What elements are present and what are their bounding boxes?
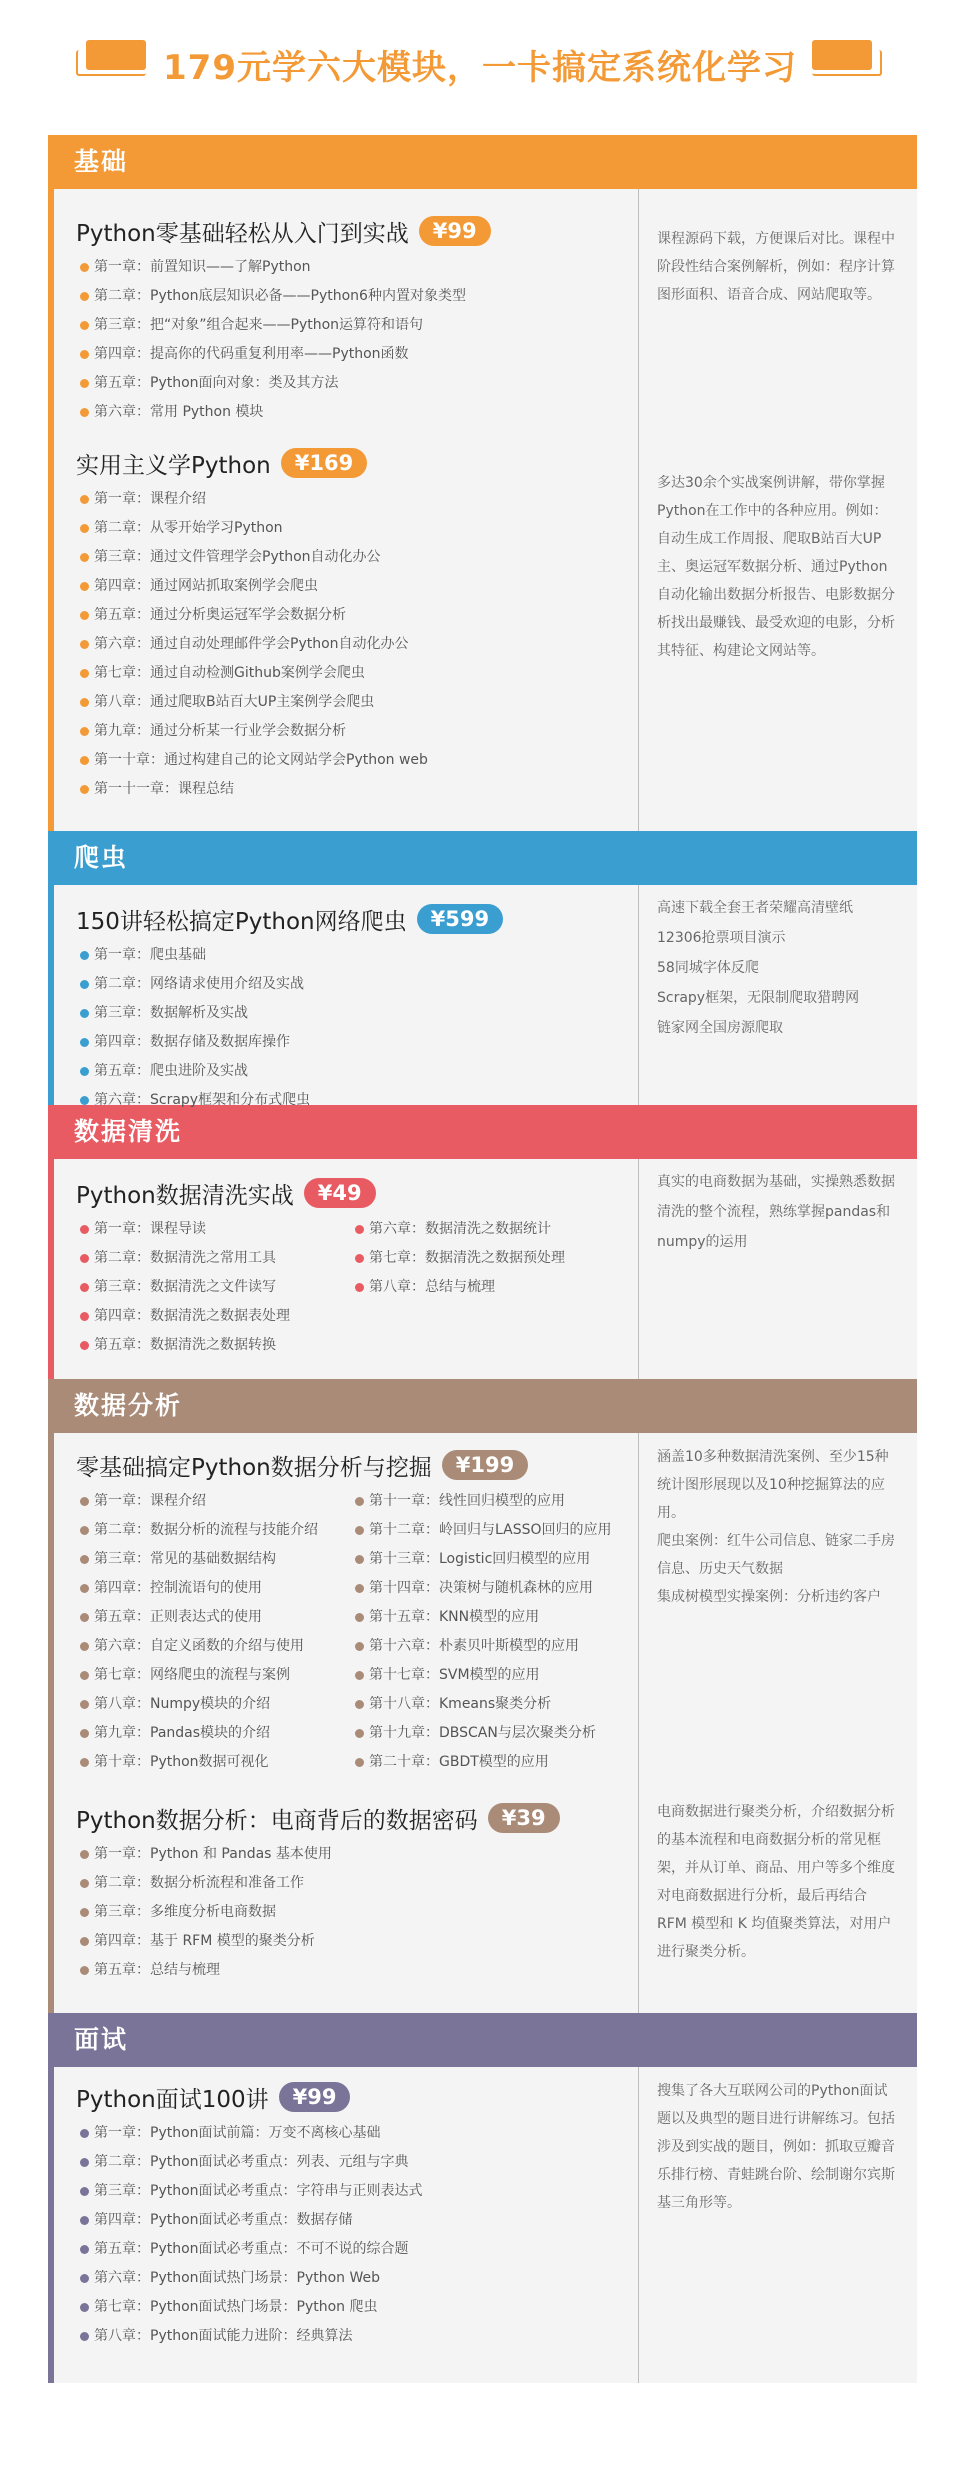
chapter-item: 第二章：数据分析流程和准备工作	[76, 1869, 638, 1898]
chapter-item: 第七章：Python面试热门场景：Python 爬虫	[76, 2293, 638, 2322]
course-card[interactable]	[76, 1175, 638, 1360]
course-card[interactable]	[76, 1800, 638, 1985]
course-title: Python数据分析：电商背后的数据密码	[76, 1807, 478, 1834]
course-card[interactable]	[76, 2079, 638, 2351]
course-title: Python面试100讲	[76, 2086, 269, 2113]
price-badge: ¥199	[442, 1450, 528, 1480]
chapter-item: 第五章：爬虫进阶及实战	[76, 1057, 638, 1086]
chapter-item: 第三章：数据清洗之文件读写	[76, 1273, 351, 1302]
chapter-item: 第五章：总结与梳理	[76, 1956, 638, 1985]
chapter-item: 第一章：课程介绍	[76, 1487, 351, 1516]
chapter-item: 第十二章：岭回归与LASSO回归的应用	[351, 1516, 626, 1545]
price-badge: ¥169	[281, 448, 367, 478]
chapter-item: 第六章：数据清洗之数据统计	[351, 1215, 626, 1244]
chapter-item: 第八章：Python面试能力进阶：经典算法	[76, 2322, 638, 2351]
price-badge: ¥599	[417, 904, 503, 934]
page-title: 179元学六大模块，一卡搞定系统化学习	[163, 48, 797, 88]
chapter-item: 第八章：通过爬取B站百大UP主案例学会爬虫	[76, 688, 638, 717]
chapter-item: 第十九章：DBSCAN与层次聚类分析	[351, 1719, 626, 1748]
chapter-item: 第四章：通过网站抓取案例学会爬虫	[76, 572, 638, 601]
chapter-item: 第六章：通过自动处理邮件学会Python自动化办公	[76, 630, 638, 659]
chapter-item: 第二章：数据分析的流程与技能介绍	[76, 1516, 351, 1545]
section-data-analysis	[48, 1379, 917, 2013]
price-badge: ¥99	[279, 2082, 351, 2112]
chapter-item: 第一章：Python面试前篇：万变不离核心基础	[76, 2119, 638, 2148]
chapter-item: 第一章：课程介绍	[76, 485, 638, 514]
course-card[interactable]	[76, 1447, 638, 1800]
chapter-item: 第二章：Python面试必考重点：列表、元组与字典	[76, 2148, 638, 2177]
price-badge: ¥39	[488, 1803, 560, 1833]
section-title: 面试	[48, 2013, 917, 2067]
section-title: 数据清洗	[48, 1105, 917, 1159]
section-data-cleaning	[48, 1105, 917, 1379]
chapter-item: 第六章：常用 Python 模块	[76, 398, 638, 427]
chapter-item: 第十六章：朴素贝叶斯模型的应用	[351, 1632, 626, 1661]
chapter-item: 第十一章：线性回归模型的应用	[351, 1487, 626, 1516]
chapter-item: 第七章：通过自动检测Github案例学会爬虫	[76, 659, 638, 688]
course-card[interactable]	[76, 213, 638, 445]
course-card[interactable]	[76, 445, 638, 831]
chapter-item: 第三章：多维度分析电商数据	[76, 1898, 638, 1927]
chapter-item: 第五章：通过分析奥运冠军学会数据分析	[76, 601, 638, 630]
price-badge: ¥49	[304, 1178, 376, 1208]
price-badge: ¥99	[419, 216, 491, 246]
chapter-item: 第十八章：Kmeans聚类分析	[351, 1690, 626, 1719]
chapter-item: 第三章：Python面试必考重点：字符串与正则表达式	[76, 2177, 638, 2206]
chapter-item: 第六章：自定义函数的介绍与使用	[76, 1632, 351, 1661]
course-title: 150讲轻松搞定Python网络爬虫	[76, 908, 407, 935]
course-title: 零基础搞定Python数据分析与挖掘	[76, 1454, 432, 1481]
chapter-item: 第三章：数据解析及实战	[76, 999, 638, 1028]
course-description: 多达30余个实战案例讲解，带你掌握Python在工作中的各种应用。例如：自动生成工作周报、爬取B站百大UP主、奥运冠军数据分析、通过Python自动化输出数据分析报告、电影数据分析找出最赚钱、最受欢迎的电影，分析其特征、构建论文网站等。	[657, 475, 895, 659]
chapter-item: 第三章：通过文件管理学会Python自动化办公	[76, 543, 638, 572]
chapter-item: 第十五章：KNN模型的应用	[351, 1603, 626, 1632]
chapter-item: 第五章：Python面试必考重点：不可不说的综合题	[76, 2235, 638, 2264]
section-title: 数据分析	[48, 1379, 917, 1433]
chapter-item: 第十七章：SVM模型的应用	[351, 1661, 626, 1690]
course-description: 真实的电商数据为基础，实操熟悉数据清洗的整个流程，熟练掌握pandas和numpy的运用	[657, 1174, 895, 1250]
chapter-item: 第三章：常见的基础数据结构	[76, 1545, 351, 1574]
chapter-item: 第四章：控制流语句的使用	[76, 1574, 351, 1603]
course-description: 电商数据进行聚类分析，介绍数据分析的基本流程和电商数据分析的常见框架，并从订单、商品、用户等多个维度对电商数据进行分析，最后再结合 RFM 模型和 K 均值聚类算法，对用户进行聚类分析。	[657, 1804, 895, 1960]
chapter-item: 第一十章：通过构建自己的论文网站学会Python web	[76, 746, 638, 775]
chapter-item: 第四章：基于 RFM 模型的聚类分析	[76, 1927, 638, 1956]
chapter-item: 第四章：提高你的代码重复利用率——Python函数	[76, 340, 638, 369]
course-title: Python零基础轻松从入门到实战	[76, 220, 409, 247]
chapter-item: 第三章：把“对象”组合起来——Python运算符和语句	[76, 311, 638, 340]
section-title: 爬虫	[48, 831, 917, 885]
course-description: 课程源码下载，方便课后对比。课程中阶段性结合案例解析，例如：程序计算图形面积、语音合成、网站爬取等。	[657, 231, 895, 303]
course-description: 高速下载全套王者荣耀高清壁纸 12306抢票项目演示 58同城字体反爬 Scrapy框架，无限制爬取猎聘网 链家网全国房源爬取	[657, 900, 860, 1036]
chapter-item: 第一章：课程导读	[76, 1215, 351, 1244]
chapter-item: 第十四章：决策树与随机森林的应用	[351, 1574, 626, 1603]
chapter-item: 第八章：总结与梳理	[351, 1273, 626, 1302]
chapter-item: 第五章：Python面向对象：类及其方法	[76, 369, 638, 398]
chapter-item: 第七章：数据清洗之数据预处理	[351, 1244, 626, 1273]
chapter-item: 第七章：网络爬虫的流程与案例	[76, 1661, 351, 1690]
course-description: 涵盖10多种数据清洗案例、至少15种统计图形展现以及10种挖掘算法的应用。 爬虫案例：红牛公司信息、链家二手房信息、历史天气数据 集成树模型实操案例：分析违约客户	[657, 1449, 895, 1605]
chapter-item: 第二章：数据清洗之常用工具	[76, 1244, 351, 1273]
section-interview	[48, 2013, 917, 2383]
course-description: 搜集了各大互联网公司的Python面试题以及典型的题目进行讲解练习。包括涉及到实战的题目，例如：抓取豆瓣音乐排行榜、青蛙跳台阶、绘制谢尔宾斯基三角形等。	[657, 2083, 895, 2211]
chapter-item: 第二章：从零开始学习Python	[76, 514, 638, 543]
chapter-item: 第四章：数据存储及数据库操作	[76, 1028, 638, 1057]
header-right-decoration	[812, 40, 882, 76]
chapter-item: 第九章：通过分析某一行业学会数据分析	[76, 717, 638, 746]
course-title: 实用主义学Python	[76, 452, 271, 479]
course-title: Python数据清洗实战	[76, 1182, 294, 1209]
chapter-item: 第五章：正则表达式的使用	[76, 1603, 351, 1632]
chapter-item: 第一章：爬虫基础	[76, 941, 638, 970]
chapter-item: 第五章：数据清洗之数据转换	[76, 1331, 351, 1360]
chapter-item: 第八章：Numpy模块的介绍	[76, 1690, 351, 1719]
chapter-item: 第一十一章：课程总结	[76, 775, 638, 804]
chapter-item: 第十三章：Logistic回归模型的应用	[351, 1545, 626, 1574]
course-card[interactable]	[76, 901, 638, 1115]
chapter-item: 第六章：Scrapy框架和分布式爬虫	[76, 1086, 638, 1115]
section-basics	[48, 135, 917, 831]
chapter-item: 第一章：前置知识——了解Python	[76, 253, 638, 282]
chapter-item: 第九章：Pandas模块的介绍	[76, 1719, 351, 1748]
section-crawler	[48, 831, 917, 1108]
chapter-item: 第二十章：GBDT模型的应用	[351, 1748, 626, 1777]
chapter-item: 第六章：Python面试热门场景：Python Web	[76, 2264, 638, 2293]
chapter-item: 第二章：网络请求使用介绍及实战	[76, 970, 638, 999]
page-header	[0, 0, 960, 135]
chapter-item: 第四章：Python面试必考重点：数据存储	[76, 2206, 638, 2235]
chapter-item: 第四章：数据清洗之数据表处理	[76, 1302, 351, 1331]
chapter-item: 第二章：Python底层知识必备——Python6种内置对象类型	[76, 282, 638, 311]
chapter-item: 第一章：Python 和 Pandas 基本使用	[76, 1840, 638, 1869]
section-title: 基础	[48, 135, 917, 189]
chapter-item: 第十章：Python数据可视化	[76, 1748, 351, 1777]
